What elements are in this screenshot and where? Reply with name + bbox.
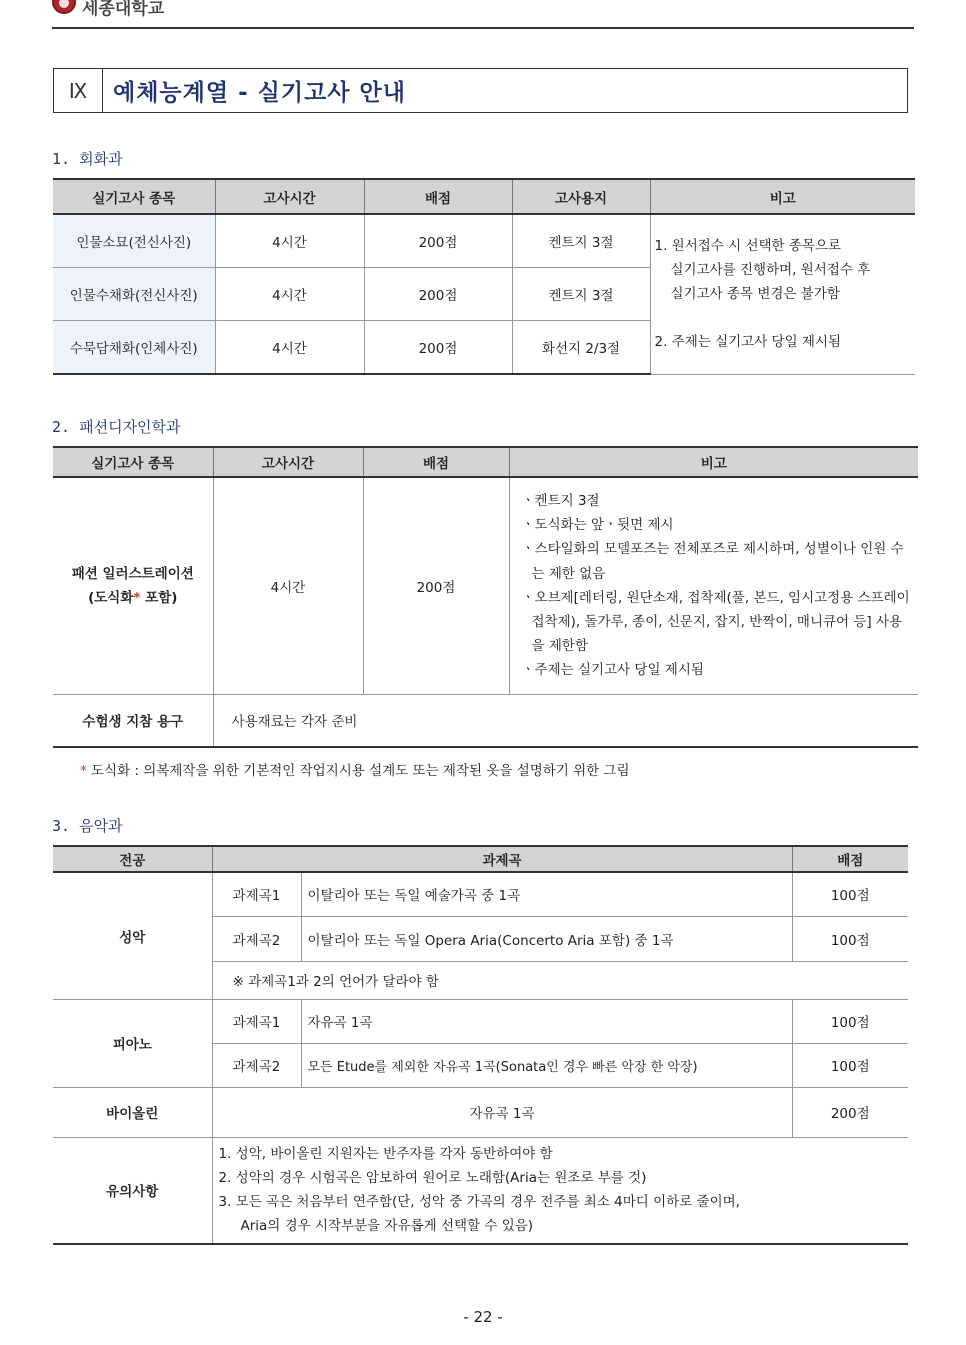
exam-item-line2	[53, 586, 213, 610]
footnote-star: *	[80, 763, 87, 779]
section-title-music: 3. 음악과	[52, 817, 123, 835]
remark-line: 2. 주제는 실기고사 당일 제시됨	[654, 334, 842, 351]
page-number: - 22 -	[463, 1308, 503, 1326]
music-exam-table	[53, 845, 908, 1245]
column-header: 고사시간	[213, 447, 363, 477]
piece-description: 이탈리아 또는 독일 Opera Aria(Concerto Aria 포함) 중 1곡	[301, 916, 792, 961]
chapter-number: Ⅸ	[54, 69, 103, 112]
exam-score: 200점	[363, 477, 509, 694]
piece-number: 과제곡2	[212, 1043, 301, 1087]
exam-time: 4시간	[215, 320, 364, 374]
remark-list	[514, 489, 915, 683]
exam-item-text: 포함)	[140, 589, 178, 606]
exam-score: 200점	[364, 320, 512, 374]
column-header: 고사시간	[215, 179, 364, 214]
painting-exam-table	[53, 178, 915, 375]
column-header: 과제곡	[212, 846, 792, 872]
list-item: ㆍ오브제[레터링, 원단소재, 접착제(풀, 본드, 임시고정용 스프레이접착제), 돌가루, 종이, 신문지, 잡지, 반짝이, 매니큐어 등] 사용을 제한함	[521, 589, 910, 655]
table-header-row	[53, 447, 918, 477]
page-header	[52, 0, 914, 29]
chapter-title-box	[53, 68, 908, 113]
column-header: 실기고사 종목	[53, 447, 213, 477]
caution-line: Aria의 경우 시작부분을 자유롭게 선택할 수 있음)	[240, 1218, 534, 1235]
column-header: 비고	[509, 447, 918, 477]
exam-score: 200점	[364, 214, 512, 267]
section-title-painting: 1. 회화과	[52, 150, 123, 168]
list-item: ㆍ도식화는 앞ㆍ뒷면 제시	[521, 517, 674, 534]
fashion-exam-table	[53, 446, 918, 748]
remark-line: 1. 원서접수 시 선택한 종목으로	[654, 238, 842, 255]
column-header: 실기고사 종목	[53, 179, 215, 214]
list-item: ㆍ켄트지 3절	[521, 492, 600, 509]
piece-score: 100점	[792, 999, 908, 1043]
major-piano: 피아노	[53, 999, 212, 1087]
list-item: ㆍ주제는 실기고사 당일 제시됨	[521, 662, 704, 679]
column-header: 전공	[53, 846, 212, 872]
exam-time: 4시간	[215, 214, 364, 267]
footnote-text: 도식화 : 의복제작을 위한 기본적인 작업지시용 설계도 또는 제작된 옷을 설명하기 위한 그림	[86, 763, 630, 779]
piece-description: 모든 Etude를 제외한 자유곡 1곡(Sonata인 경우 빠른 악장 한 악장)	[301, 1043, 792, 1087]
exam-item: 수묵담채화(인체사진)	[53, 320, 215, 374]
caution-label: 유의사항	[53, 1137, 212, 1244]
footnote	[80, 759, 630, 779]
table-header-row	[53, 846, 908, 872]
section-title-fashion: 2. 패션디자인학과	[52, 418, 181, 436]
exam-item: 인물소묘(전신사진)	[53, 214, 215, 267]
exam-paper: 켄트지 3절	[512, 214, 650, 267]
exam-time: 4시간	[215, 267, 364, 320]
piece-number: 과제곡1	[212, 872, 301, 916]
exam-time: 4시간	[213, 477, 363, 694]
fashion-remarks	[509, 477, 918, 694]
exam-score: 200점	[364, 267, 512, 320]
column-header: 배점	[363, 447, 509, 477]
table-header-row	[53, 179, 915, 214]
exam-item-text: (도식화	[88, 589, 134, 606]
major-vocal: 성악	[53, 872, 212, 999]
list-item: ㆍ스타일화의 모델포즈는 전체포즈로 제시하며, 성별이나 인원 수는 제한 없음	[521, 541, 904, 582]
university-seal-icon	[52, 0, 76, 14]
university-name: 세종대학교	[82, 0, 165, 19]
table-row	[53, 214, 915, 267]
piece-description: 자유곡 1곡	[301, 999, 792, 1043]
piece-score: 200점	[792, 1087, 908, 1137]
caution-line: 1. 성악, 바이올린 지원자는 반주자를 각자 동반하여야 함	[218, 1146, 553, 1163]
piece-description: 이탈리아 또는 독일 예술가곡 중 1곡	[301, 872, 792, 916]
remark-line: 실기고사를 진행하며, 원서접수 후	[670, 262, 871, 279]
remark-line: 실기고사 종목 변경은 불가함	[670, 286, 840, 303]
piece-number: 과제곡2	[212, 916, 301, 961]
table-row	[53, 477, 918, 694]
table-row	[53, 999, 908, 1043]
table-row	[53, 694, 918, 747]
caution-line: 3. 모든 곡은 처음부터 연주함(단, 성악 중 가곡의 경우 전주를 최소 4마디 이하로 줄이며,	[218, 1194, 740, 1211]
exam-item: 인물수채화(전신사진)	[53, 267, 215, 320]
major-violin: 바이올린	[53, 1087, 212, 1137]
piece-score: 100점	[792, 1043, 908, 1087]
exam-item-line1: 패션 일러스트레이션	[71, 565, 194, 582]
column-header: 배점	[792, 846, 908, 872]
painting-remarks	[650, 214, 915, 374]
tools-value: 사용재료는 각자 준비	[213, 694, 918, 747]
table-row	[53, 1087, 908, 1137]
table-row	[53, 1137, 908, 1244]
piece-score: 100점	[792, 872, 908, 916]
table-row	[53, 872, 908, 916]
column-header: 고사용지	[512, 179, 650, 214]
tools-label: 수험생 지참 용구	[53, 694, 213, 747]
caution-list	[212, 1137, 908, 1244]
piece-score: 100점	[792, 916, 908, 961]
piece-description: 자유곡 1곡	[212, 1087, 792, 1137]
piece-number: 과제곡1	[212, 999, 301, 1043]
exam-paper: 화선지 2/3절	[512, 320, 650, 374]
caution-line: 2. 성악의 경우 시험곡은 암보하여 원어로 노래함(Aria는 원조로 부를 것)	[218, 1170, 647, 1187]
footnote-star: *	[133, 589, 141, 606]
column-header: 배점	[364, 179, 512, 214]
column-header: 비고	[650, 179, 915, 214]
chapter-title: 예체능계열 - 실기고사 안내	[113, 80, 406, 106]
vocal-note: ※ 과제곡1과 2의 언어가 달라야 함	[212, 961, 908, 999]
exam-item	[53, 477, 213, 694]
exam-paper: 켄트지 3절	[512, 267, 650, 320]
